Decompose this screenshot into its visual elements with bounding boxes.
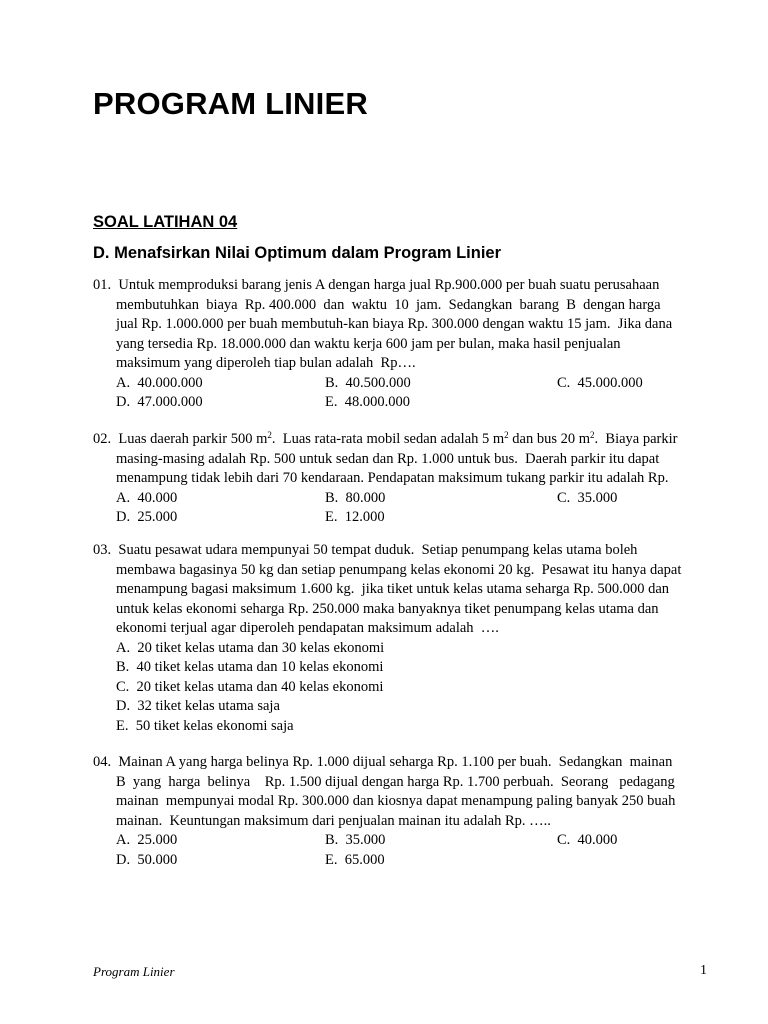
- superscript: 2: [590, 430, 595, 440]
- question-text-line: membutuhkan biaya Rp. 400.000 dan waktu 10 jam. Sedangkan barang B dengan harga: [116, 296, 661, 313]
- question-text-line: mainan mempunyai modal Rp. 300.000 dan kiosnya dapat menampung paling banyak 250 buah: [116, 793, 676, 809]
- option-b: B. 40 tiket kelas utama dan 10 kelas ekonomi: [116, 659, 384, 675]
- question-text-line: mainan. Keuntungan maksimum dari penjualan mainan itu adalah Rp. …..: [116, 812, 551, 829]
- question-2: [93, 430, 733, 528]
- option-c: C. 20 tiket kelas utama dan 40 kelas ekonomi: [116, 678, 384, 695]
- options-row: [93, 831, 733, 851]
- options-row: [93, 374, 733, 394]
- question-text-line: yang tersedia Rp. 18.000.000 dan waktu kerja 600 jam per bulan, maka hasil penjualan: [116, 335, 621, 352]
- option-d: D. 25.000: [116, 509, 178, 525]
- option-a: A. 20 tiket kelas utama dan 30 kelas ekonomi: [116, 639, 385, 656]
- option-a: A. 25.000: [116, 832, 178, 848]
- question-text-line: [93, 430, 733, 450]
- question-text-line: 01. Untuk memproduksi barang jenis A dengan harga jual Rp.900.000 per buah suatu perusahaan: [93, 277, 660, 293]
- options-row: [93, 851, 733, 871]
- options-row: [93, 489, 733, 509]
- options-list: [93, 639, 733, 737]
- text-segment: . Biaya parkir: [594, 431, 678, 447]
- options-row: [93, 508, 733, 528]
- question-text-line: menampung tidak lebih dari 70 kendaraan. Pendapatan maksimum tukang parkir itu adalah Rp.: [116, 470, 669, 486]
- option-e: E. 12.000: [325, 509, 385, 525]
- option-b: B. 80.000: [325, 489, 386, 506]
- question-4: [93, 753, 733, 870]
- option-b: B. 35.000: [325, 832, 386, 848]
- option-d: D. 47.000.000: [116, 394, 203, 410]
- page-number: 1: [700, 963, 707, 978]
- question-text-line: jual Rp. 1.000.000 per buah membutuh-kan biaya Rp. 300.000 dengan waktu 15 jam. Jika dana: [116, 316, 673, 332]
- option-e: E. 50 tiket kelas ekonomi saja: [116, 717, 294, 734]
- option-a: A. 40.000.000: [116, 374, 203, 391]
- option-c: C. 40.000: [557, 832, 618, 848]
- option-a: A. 40.000: [116, 489, 178, 506]
- text-segment: . Luas rata-rata mobil sedan adalah 5 m: [271, 431, 505, 447]
- superscript: 2: [504, 430, 509, 440]
- option-c: C. 35.000: [557, 489, 618, 506]
- text-segment: dan bus 20 m: [508, 431, 591, 447]
- text-segment: 02. Luas daerah parkir 500 m: [93, 431, 268, 447]
- option-e: E. 65.000: [325, 851, 385, 868]
- superscript: 2: [267, 430, 272, 440]
- question-text-line: B yang harga belinya Rp. 1.500 dijual dengan harga Rp. 1.700 perbuah. Seorang pedagang: [116, 773, 675, 790]
- option-d: D. 32 tiket kelas utama saja: [116, 698, 280, 714]
- question-text-line: maksimum yang diperoleh tiap bulan adalah Rp….: [116, 355, 416, 371]
- section-heading: SOAL LATIHAN 04: [93, 213, 238, 231]
- question-text-line: ekonomi terjual agar diperoleh pendapatan maksimum adalah ….: [116, 620, 499, 636]
- page-title: PROGRAM LINIER: [93, 86, 368, 121]
- option-d: D. 50.000: [116, 851, 178, 868]
- question-3: [93, 541, 733, 736]
- question-1: [93, 276, 733, 413]
- subsection-heading: D. Menafsirkan Nilai Optimum dalam Program Linier: [93, 244, 502, 262]
- option-b: B. 40.500.000: [325, 374, 411, 391]
- option-e: E. 48.000.000: [325, 394, 410, 410]
- option-c: C. 45.000.000: [557, 374, 643, 391]
- question-text-line: membawa bagasinya 50 kg dan setiap penumpang kelas ekonomi 20 kg. Pesawat itu hanya dapat: [116, 561, 682, 578]
- question-text-line: untuk kelas ekonomi seharga Rp. 250.000 maka banyaknya tiket penumpang kelas utama dan: [116, 600, 659, 617]
- options-row: [93, 393, 733, 413]
- question-text-line: menampung bagasi maksimum 1.600 kg. jika tiket untuk kelas utama seharga Rp. 500.000 dan: [116, 581, 670, 597]
- question-text-line: 03. Suatu pesawat udara mempunyai 50 tempat duduk. Setiap penumpang kelas utama boleh: [93, 542, 638, 558]
- question-text-line: 04. Mainan A yang harga belinya Rp. 1.000 dijual seharga Rp. 1.100 per buah. Sedangkan mainan: [93, 754, 673, 770]
- footer-title: Program Linier: [93, 964, 175, 979]
- question-text-line: masing-masing adalah Rp. 500 untuk sedan dan Rp. 1.000 untuk bus. Daerah parkir itu dapat: [116, 450, 660, 467]
